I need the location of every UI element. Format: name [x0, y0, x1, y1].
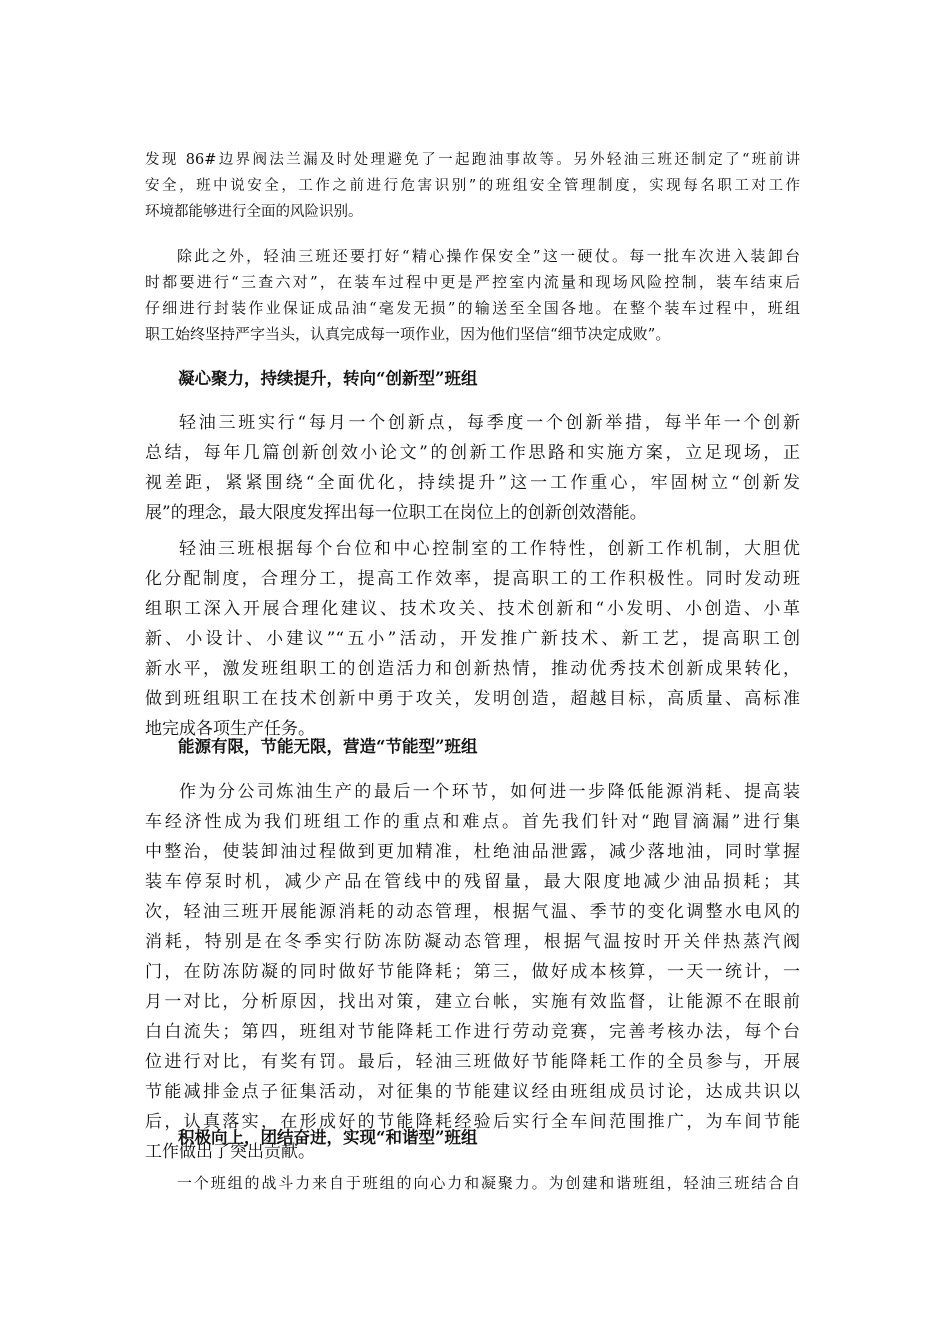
- text-line: 安全，班中说安全，工作之前进行危害识别”的班组安全管理制度，实现每名职工对工作: [145, 178, 800, 194]
- text-line: 白白流失；第四，班组对节能降耗工作进行劳动竞赛，完善考核办法，每个台: [145, 1022, 800, 1042]
- text-line: 轻油三班根据每个台位和中心控制室的工作特性，创新工作机制，大胆优: [179, 539, 800, 559]
- text-line: 除此之外，轻油三班还要打好“精心操作保安全”这一硬仗。每一批车次进入装卸台: [177, 247, 800, 265]
- text-line: 组职工深入开展合理化建议、技术攻关、技术创新和“小发明、小创造、小革: [145, 599, 800, 619]
- text-line: 仔细进行封装作业保证成品油“毫发无损”的输送至全国各地。在整个装车过程中，班组: [145, 299, 800, 317]
- text-line: 中整治，使装卸油过程做到更加精准，杜绝油品泄露，减少落地油，同时掌握: [145, 842, 800, 862]
- section-heading-harmony: 积极向上，团结奋进，实现“和谐型”班组: [178, 1128, 478, 1147]
- paragraph-team-cohesion: [145, 1170, 800, 1196]
- section-heading-innovation: 凝心聚力，持续提升，转向“创新型”班组: [178, 369, 478, 388]
- text-line: 职工始终坚持严字当头，认真完成每一项作业，因为他们坚信“细节决定成败”。: [145, 325, 671, 343]
- text-line: 轻油三班实行“每月一个创新点，每季度一个创新举措，每半年一个创新: [179, 413, 800, 433]
- text-line: 环境都能够进行全面的风险识别。: [145, 204, 363, 220]
- text-line: 工作做出了突出贡献。: [145, 1142, 315, 1162]
- text-line: 新、小设计、小建议”“五小”活动，开发推广新技术、新工艺，提高职工创: [145, 629, 800, 649]
- text-line: 一个班组的战斗力来自于班组的向心力和凝聚力。为创建和谐班组，轻油三班结合自: [177, 1174, 800, 1192]
- text-line: 做到班组职工在技术创新中勇于攻关，发明创造，超越目标，高质量、高标准: [145, 689, 800, 709]
- text-line: 后，认真落实，在形成好的节能降耗经验后实行全车间范围推广，为车间节能: [145, 1112, 800, 1132]
- text-line: 位进行对比，有奖有罚。最后，轻油三班做好节能降耗工作的全员参与，开展: [145, 1052, 800, 1072]
- paragraph-energy-saving: [145, 777, 800, 1167]
- text-line: 展”的理念，最大限度发挥出每一位职工在岗位上的创新创效潜能。: [145, 503, 647, 523]
- text-line: 作为分公司炼油生产的最后一个环节，如何进一步降低能源消耗、提高装: [179, 782, 800, 802]
- text-line: 门，在防冻防凝的同时做好节能降耗；第三，做好成本核算，一天一统计，一: [145, 962, 800, 982]
- text-line: 地完成各项生产任务。: [145, 719, 315, 739]
- text-line: 月一对比，分析原因，找出对策，建立台帐，实施有效监督，让能源不在眼前: [145, 992, 800, 1012]
- text-line: 新水平，激发班组职工的创造活力和创新热情，推动优秀技术创新成果转化，: [145, 659, 800, 679]
- paragraph-careful-operation: [145, 243, 800, 347]
- paragraph-safety-system: [145, 147, 800, 225]
- text-line: 节能减排金点子征集活动，对征集的节能建议经由班组成员讨论，达成共识以: [145, 1082, 800, 1102]
- text-line: 视差距，紧紧围绕“全面优化，持续提升”这一工作重心，牢固树立“创新发: [145, 473, 800, 493]
- text-line: 化分配制度，合理分工，提高工作效率，提高职工的工作积极性。同时发动班: [145, 569, 800, 589]
- text-line: 车经济性成为我们班组工作的重点和难点。首先我们针对“跑冒滴漏”进行集: [145, 812, 800, 832]
- text-line: 发现 86#边界阀法兰漏及时处理避免了一起跑油事故等。另外轻油三班还制定了“班前讲: [145, 152, 800, 168]
- paragraph-innovation-plan: [145, 408, 800, 528]
- text-line: 次，轻油三班开展能源消耗的动态管理，根据气温、季节的变化调整水电风的: [145, 902, 800, 922]
- text-line: 总结，每年几篇创新创效小论文”的创新工作思路和实施方案，立足现场，正: [145, 443, 800, 463]
- text-line: 消耗，特别是在冬季实行防冻防凝动态管理，根据气温按时开关伴热蒸汽阀: [145, 932, 800, 952]
- paragraph-work-mechanism: [145, 534, 800, 744]
- text-line: 时都要进行“三查六对”，在装车过程中更是严控室内流量和现场风险控制，装车结束后: [145, 273, 800, 291]
- section-heading-energy-saving: 能源有限，节能无限，营造“节能型”班组: [178, 737, 478, 756]
- text-line: 装车停泵时机，减少产品在管线中的残留量，最大限度地减少油品损耗；其: [145, 872, 800, 892]
